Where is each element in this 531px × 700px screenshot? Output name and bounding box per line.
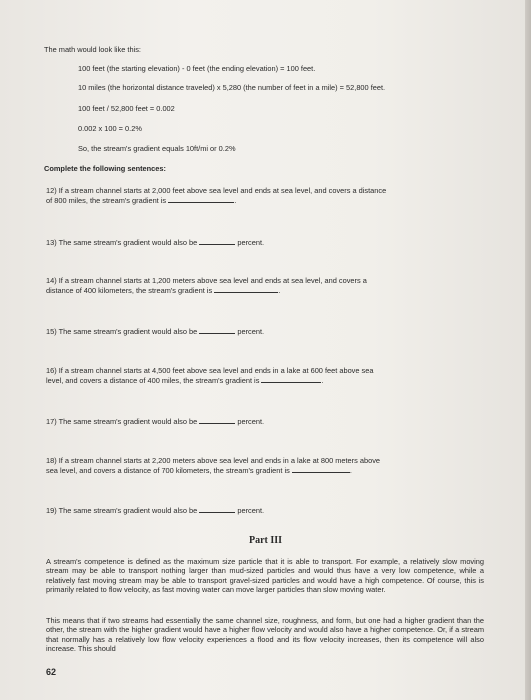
- question-15-suffix: percent.: [237, 327, 265, 336]
- answer-blank-19[interactable]: [199, 505, 235, 513]
- question-19-suffix: percent.: [237, 506, 265, 515]
- answer-blank-17[interactable]: [199, 416, 235, 424]
- competence-paragraph-1: A stream's competence is defined as the maximum size particle that it is able to transport. For example, a relatively slow moving stream may be able to transport nothing larger than mud-sized particles and would thus have a very low competence, while a relatively fast moving stream may be able to transport gravel-sized particles and would have a high competence. Of course, this is primarily related to flow velocity, as fast moving water can move larger particles than slow moving water.: [46, 557, 484, 595]
- question-12: 12) If a stream channel starts at 2,000 feet above sea level and ends at sea level, and covers a distance of 800 miles, the stream's gradient is .: [46, 186, 496, 206]
- question-13-suffix: percent.: [237, 238, 265, 247]
- question-17-text: 17) The same stream's gradient would also be: [46, 417, 198, 426]
- question-14-line1: 14) If a stream channel starts at 1,200 meters above sea level and ends at sea level, and covers a: [46, 276, 367, 285]
- question-17: [46, 416, 496, 426]
- math-step-5: So, the stream's gradient equals 10ft/mi or 0.2%: [78, 144, 236, 153]
- math-step-4: 0.002 x 100 = 0.2%: [78, 124, 142, 133]
- answer-blank-16[interactable]: [261, 375, 321, 383]
- math-step-2: 10 miles (the horizontal distance traveled) x 5,280 (the number of feet in a mile) = 52,800 feet.: [78, 83, 386, 92]
- question-15: [46, 326, 496, 336]
- question-12-line1: 12) If a stream channel starts at 2,000 feet above sea level and ends at sea level, and covers a distance: [46, 186, 387, 195]
- question-15-text: 15) The same stream's gradient would also be: [46, 327, 198, 336]
- question-18-line2: sea level, and covers a distance of 700 kilometers, the stream's gradient is: [46, 466, 290, 476]
- section-heading: Complete the following sentences:: [44, 164, 166, 173]
- question-14: 14) If a stream channel starts at 1,200 meters above sea level and ends at sea level, and covers a distance of 400 kilometers, the stream's gradient is .: [46, 276, 496, 296]
- question-12-line2: of 800 miles, the stream's gradient is: [46, 196, 167, 206]
- intro-text: The math would look like this:: [44, 45, 141, 54]
- competence-paragraph-2: This means that if two streams had essentially the same channel size, roughness, and form, but one had a higher gradient than the other, the stream with the higher gradient would have a higher flow velocity and would also have a higher competence. Or, if a stream that normally has a relatively low flow velocity experiences a flood and its flow velocity increases, then its competence will also increase. This should: [46, 616, 484, 654]
- question-13: [46, 237, 496, 247]
- question-17-suffix: percent.: [237, 417, 265, 426]
- math-step-3: 100 feet / 52,800 feet = 0.002: [78, 104, 175, 113]
- question-16-line2: level, and covers a distance of 400 miles, the stream's gradient is: [46, 376, 260, 386]
- part-title: Part III: [248, 535, 283, 546]
- question-16: 16) If a stream channel starts at 4,500 feet above sea level and ends in a lake at 600 feet above sea level, and covers a distance of 400 miles, the stream's gradient is .: [46, 366, 496, 386]
- answer-blank-14[interactable]: [214, 285, 278, 293]
- question-19-text: 19) The same stream's gradient would also be: [46, 506, 198, 515]
- answer-blank-18[interactable]: [292, 465, 350, 473]
- math-step-1: 100 feet (the starting elevation) - 0 feet (the ending elevation) = 100 feet.: [78, 64, 316, 73]
- question-13-text: 13) The same stream's gradient would also be: [46, 238, 198, 247]
- question-16-line1: 16) If a stream channel starts at 4,500 feet above sea level and ends in a lake at 600 feet above sea: [46, 366, 374, 375]
- page-edge-shadow: [525, 0, 531, 700]
- answer-blank-12[interactable]: [168, 195, 234, 203]
- answer-blank-15[interactable]: [199, 326, 235, 334]
- question-18-line1: 18) If a stream channel starts at 2,200 meters above sea level and ends in a lake at 800 meters above: [46, 456, 381, 465]
- answer-blank-13[interactable]: [199, 237, 235, 245]
- question-14-line2: distance of 400 kilometers, the stream's gradient is: [46, 286, 213, 296]
- question-18: 18) If a stream channel starts at 2,200 meters above sea level and ends in a lake at 800 meters above sea level, and covers a distance of 700 kilometers, the stream's gradient is .: [46, 456, 496, 476]
- page-number: 62: [46, 667, 57, 677]
- question-19: [46, 505, 496, 515]
